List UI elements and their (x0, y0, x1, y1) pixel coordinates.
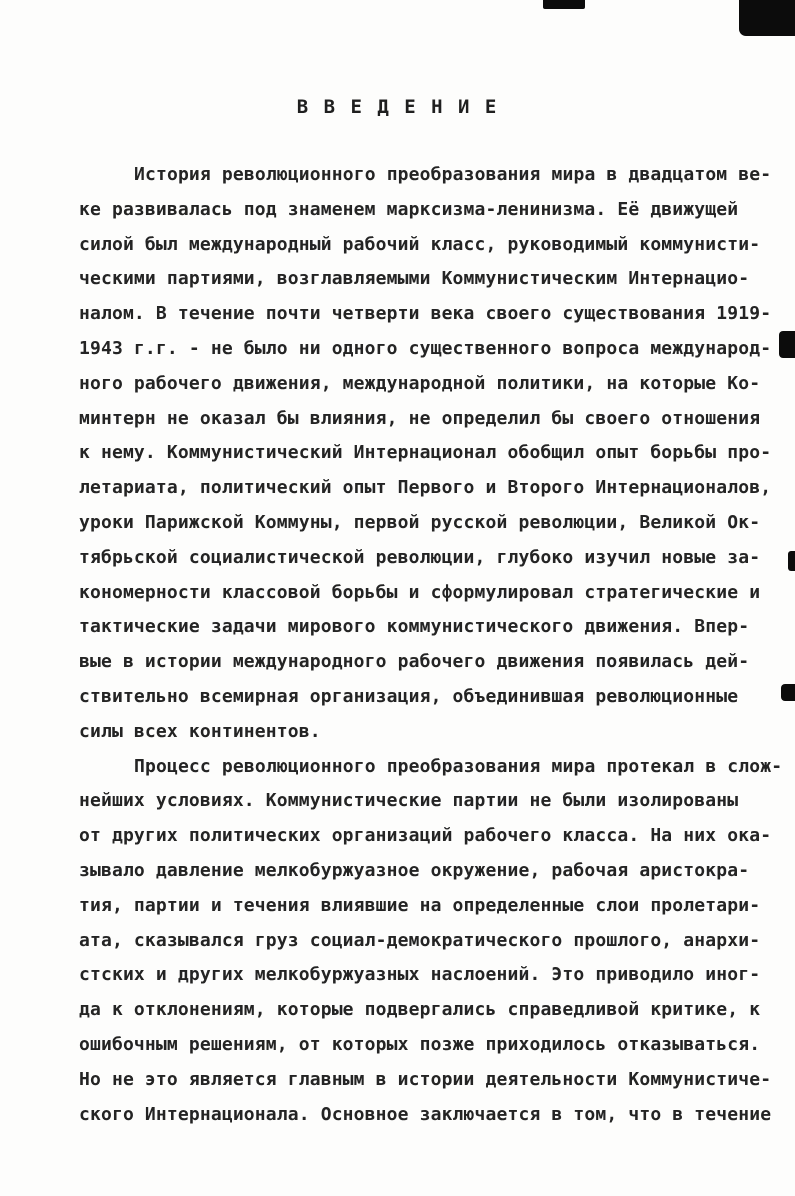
scan-artifact (788, 551, 795, 571)
text-line: ке развивалась под знаменем марксизма-ленинизма. Её движущей (79, 198, 739, 220)
text-line: вые в истории международного рабочего движения появилась дей- (79, 651, 750, 673)
text-line: к нему. Коммунистический Интернационал обобщил опыт борьбы про- (79, 442, 772, 464)
paragraph-1 (79, 158, 779, 750)
text-line: кономерности классовой борьбы и сформулировал стратегические и (79, 581, 761, 603)
text-line: ата, сказывался груз социал-демократического прошлого, анархи- (79, 929, 761, 951)
text-line: История революционного преобразования мира в двадцатом ве- (134, 164, 772, 185)
text-line: ошибочным решениям, от которых позже приходилось отказываться. (79, 1033, 761, 1055)
text-line: минтерн не оказал бы влияния, не определил бы своего отношения (79, 407, 761, 429)
text-line: Процесс революционного преобразования мира протекал в слож- (134, 755, 783, 777)
text-line: Но не это является главным в истории деятельности Коммунистиче- (79, 1068, 772, 1090)
text-line: силы всех континентов. (79, 720, 321, 742)
text-line: стских и других мелкобуржуазных наслоений. Это приводило иног- (79, 964, 761, 986)
text-line: от других политических организаций рабочего класса. На них ока- (79, 825, 772, 847)
text-line: зывало давление мелкобуржуазное окружение, рабочая аристокра- (79, 859, 750, 881)
text-line: ского Интернационала. Основное заключается в том, что в течение (79, 1103, 772, 1125)
text-line: нейших условиях. Коммунистические партии не были изолированы (79, 790, 739, 812)
text-line: налом. В течение почти четверти века своего существования 1919- (79, 303, 772, 325)
text-line: тия, партии и течения влиявшие на определенные слои пролетари- (79, 894, 761, 916)
text-line: летариата, политический опыт Первого и Второго Интернационалов, (79, 477, 772, 499)
text-line: да к отклонениям, которые подвергались справедливой критике, к (79, 999, 761, 1021)
scan-artifact (779, 331, 795, 358)
text-line: ного рабочего движения, международной политики, на которые Ко- (79, 372, 761, 394)
text-line: ческими партиями, возглавляемыми Коммунистическим Интернацио- (79, 268, 750, 290)
paragraph-2 (79, 750, 783, 1133)
page-title: В В Е Д Е Н И Е (296, 96, 499, 118)
text-line: ствительно всемирная организация, объединившая революционные (79, 685, 739, 707)
scan-artifact (781, 684, 795, 701)
text-line: уроки Парижской Коммуны, первой русской революции, Великой Ок- (79, 511, 761, 533)
scan-artifact (543, 0, 585, 9)
text-line: 1943 г.г. - не было ни одного существенного вопроса международ- (79, 337, 772, 359)
scan-artifact (739, 0, 795, 36)
body-text (79, 158, 783, 1132)
text-line: тактические задачи мирового коммунистического движения. Впер- (79, 616, 750, 638)
text-line: силой был международный рабочий класс, руководимый коммунисти- (79, 233, 761, 255)
text-line: тябрьской социалистической революции, глубоко изучил новые за- (79, 546, 761, 568)
